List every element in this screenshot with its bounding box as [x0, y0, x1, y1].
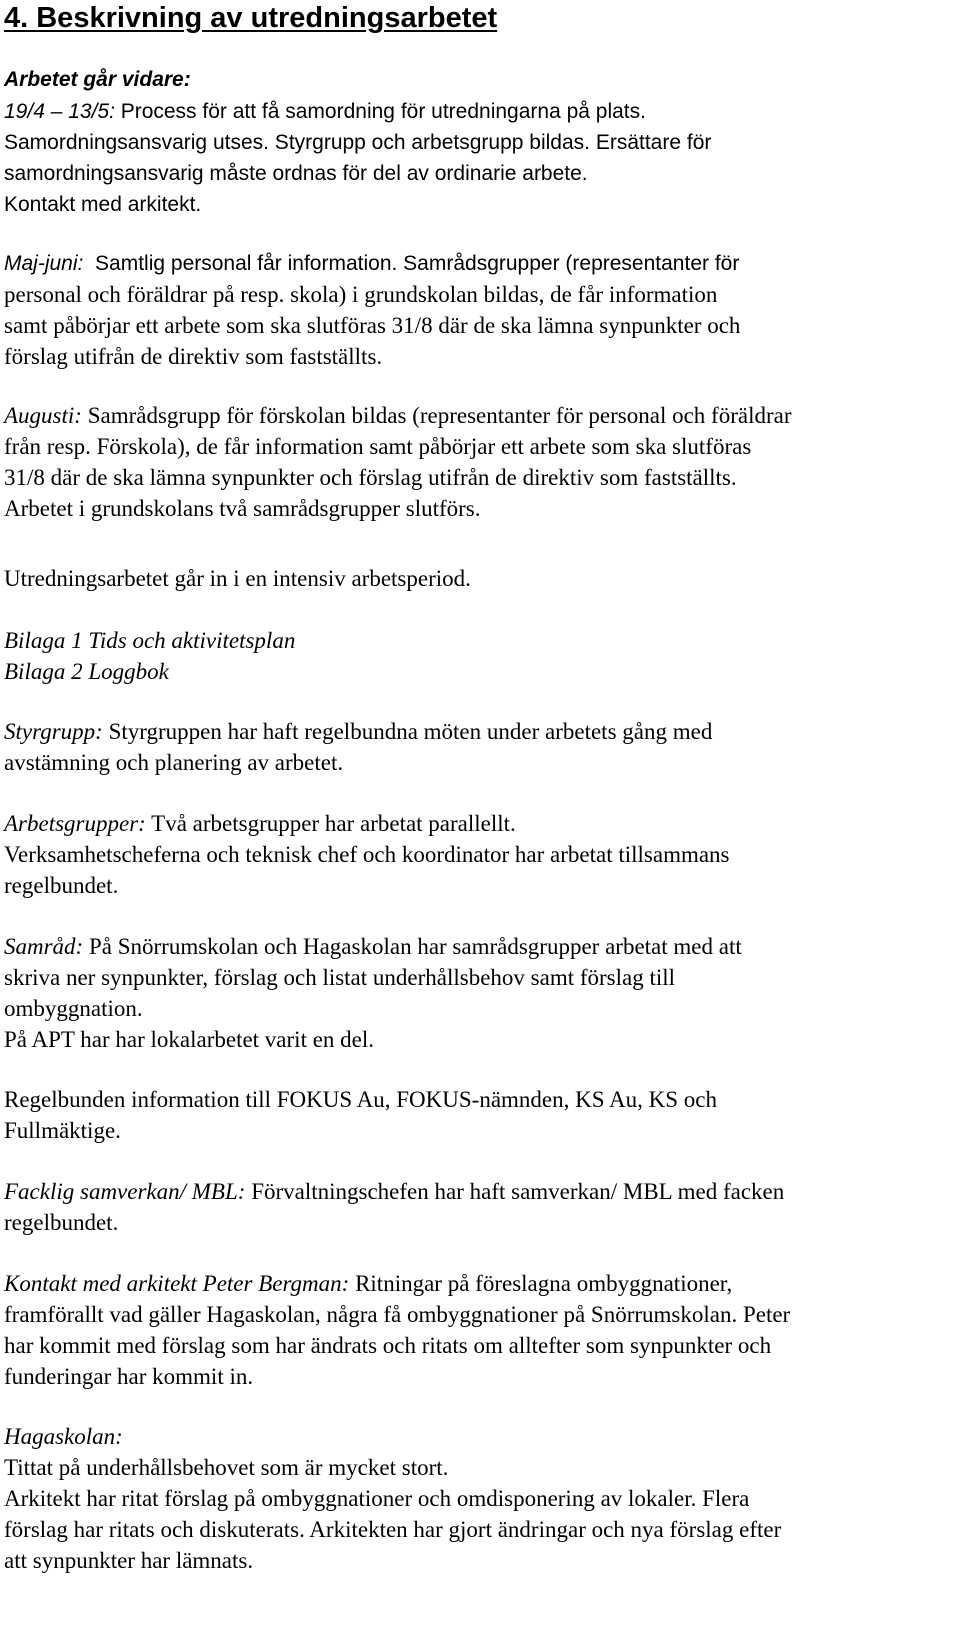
kontakt-line1: Ritningar på föreslagna ombyggnationer, [355, 1271, 733, 1296]
intro-line2: Samordningsansvarig utses. Styrgrupp och arbetsgrupp bildas. Ersättare för [4, 131, 712, 154]
majjuni-block [4, 248, 740, 372]
facklig-line1: Förvaltningschefen har haft samverkan/ MBL med facken [251, 1179, 785, 1204]
intensiv-text: Utredningsarbetet går in i en intensiv arbetsperiod. [4, 566, 471, 591]
majjuni-line3: samt påbörjar ett arbete som ska slutföras 31/8 där de ska lämna synpunkter och [4, 313, 741, 338]
augusti-line2: från resp. Förskola), de får information samt påbörjar ett arbete som ska slutföras [4, 434, 752, 459]
hagaskolan-line1: Tittat på underhållsbehovet som är mycket stort. [4, 1455, 449, 1480]
kontakt-label: Kontakt med arkitekt Peter Bergman: [4, 1271, 350, 1296]
augusti-label: Augusti: [4, 403, 82, 428]
majjuni-line2: personal och föräldrar på resp. skola) i grundskolan bildas, de får information [4, 282, 718, 307]
samrad-line3: ombyggnation. [4, 996, 143, 1021]
augusti-line1: Samrådsgrupp för förskolan bildas (representanter för personal och föräldrar [87, 403, 792, 428]
regelbunden-block [4, 1084, 717, 1146]
kontakt-line2: framförallt vad gäller Hagaskolan, några få ombyggnationer på Snörrumskolan. Peter [4, 1302, 791, 1327]
facklig-block [4, 1176, 784, 1238]
intro-block [4, 64, 711, 220]
document-page [4, 0, 954, 1573]
intensiv-block [4, 563, 471, 594]
styrgrupp-line2: avstämning och planering av arbetet. [4, 750, 344, 775]
facklig-label: Facklig samverkan/ MBL: [4, 1179, 246, 1204]
bilaga-1: Bilaga 1 Tids och aktivitetsplan [4, 628, 296, 653]
regelbunden-line1: Regelbunden information till FOKUS Au, FOKUS-nämnden, KS Au, KS och [4, 1087, 717, 1112]
bilaga-2: Bilaga 2 Loggbok [4, 659, 169, 684]
samrad-label: Samråd: [4, 934, 84, 959]
augusti-line4: Arbetet i grundskolans två samrådsgrupper slutförs. [4, 496, 481, 521]
arbetsgrupper-label: Arbetsgrupper: [4, 811, 146, 836]
kontakt-line4: funderingar har kommit in. [4, 1364, 254, 1389]
regelbunden-line2: Fullmäktige. [4, 1118, 121, 1143]
kontakt-block [4, 1268, 790, 1392]
majjuni-line1: Samtlig personal får information. Samrådsgrupper (representanter för [95, 252, 740, 275]
augusti-line3: 31/8 där de ska lämna synpunkter och förslag utifrån de direktiv som fastställts. [4, 465, 737, 490]
facklig-line2: regelbundet. [4, 1210, 119, 1235]
arbetsgrupper-line1: Två arbetsgrupper har arbetat parallellt. [151, 811, 516, 836]
styrgrupp-line1: Styrgruppen har haft regelbundna möten under arbetets gång med [108, 719, 713, 744]
arbetsgrupper-block [4, 808, 730, 901]
section-heading: 4. Beskrivning av utredningsarbetet [4, 2, 498, 34]
intro-line3: samordningsansvarig måste ordnas för del av ordinarie arbete. [4, 162, 588, 185]
hagaskolan-block [4, 1421, 781, 1576]
samrad-block [4, 931, 742, 1055]
kontakt-line3: har kommit med förslag som har ändrats och ritats om alltefter som synpunkter och [4, 1333, 772, 1358]
majjuni-line4: förslag utifrån de direktiv som fastställts. [4, 344, 383, 369]
styrgrupp-block [4, 716, 712, 778]
samrad-line4: På APT har har lokalarbetet varit en del. [4, 1027, 375, 1052]
intro-date-label: 19/4 – 13/5: [4, 100, 115, 123]
intro-line4: Kontakt med arkitekt. [4, 193, 202, 216]
arbetsgrupper-line3: regelbundet. [4, 873, 119, 898]
hagaskolan-label: Hagaskolan: [4, 1424, 123, 1449]
samrad-line2: skriva ner synpunkter, förslag och listat underhållsbehov samt förslag till [4, 965, 676, 990]
arbetsgrupper-line2: Verksamhetscheferna och teknisk chef och koordinator har arbetat tillsammans [4, 842, 730, 867]
intro-line1: Process för att få samordning för utredningarna på plats. [120, 100, 646, 123]
majjuni-label: Maj-juni: [4, 252, 84, 275]
augusti-block [4, 400, 792, 524]
intro-label: Arbetet går vidare: [4, 68, 191, 91]
hagaskolan-line3: förslag har ritats och diskuterats. Arkitekten har gjort ändringar och nya förslag efter [4, 1517, 782, 1542]
hagaskolan-line4: att synpunkter har lämnats. [4, 1548, 254, 1573]
bilagor-block [4, 625, 295, 687]
samrad-line1: På Snörrumskolan och Hagaskolan har samrådsgrupper arbetat med att [88, 934, 742, 959]
hagaskolan-line2: Arkitekt har ritat förslag på ombyggnationer och omdisponering av lokaler. Flera [4, 1486, 750, 1511]
styrgrupp-label: Styrgrupp: [4, 719, 103, 744]
